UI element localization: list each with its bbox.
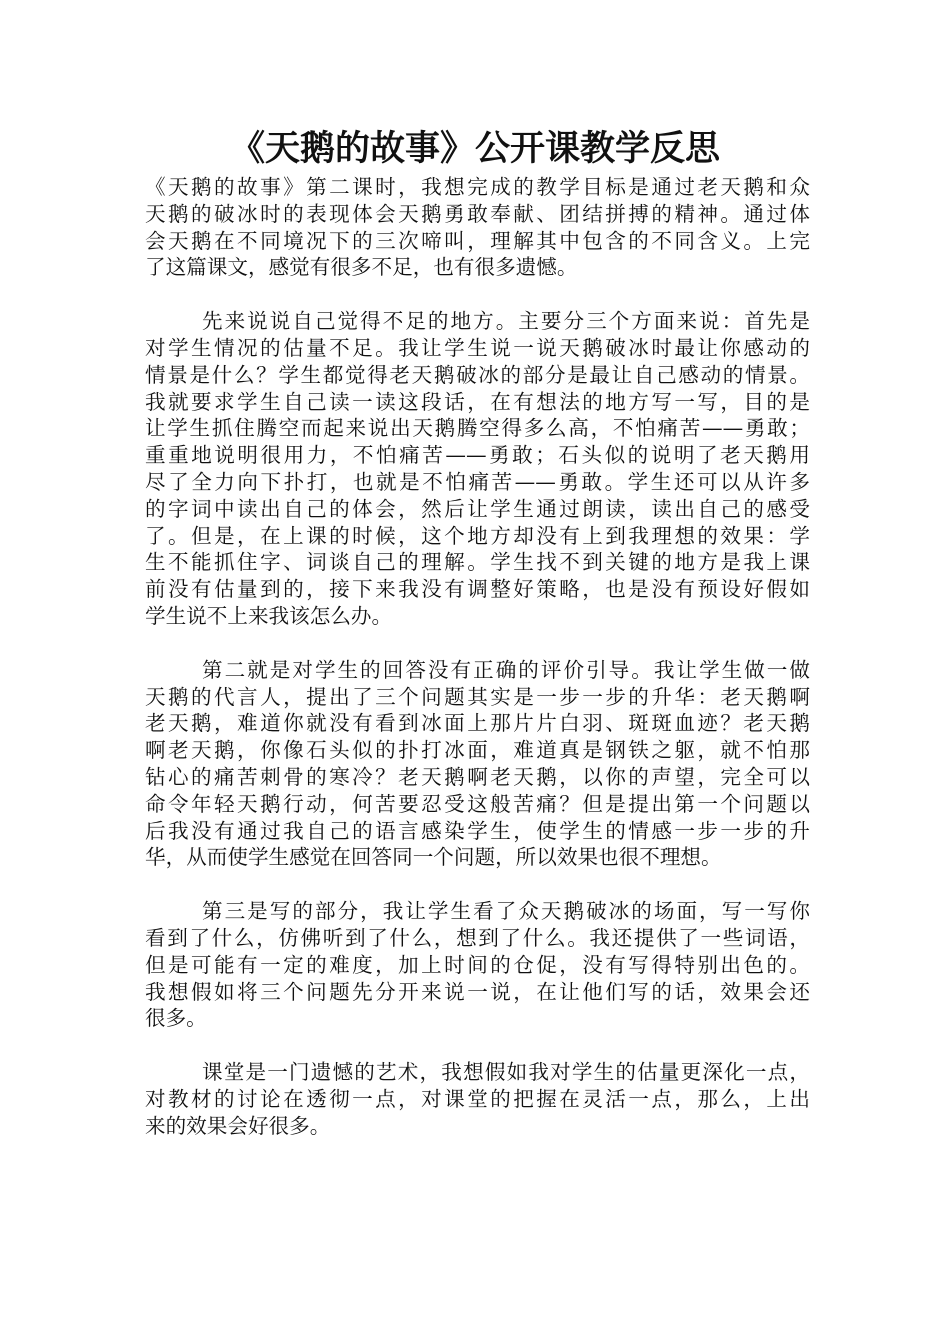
text-line: 《天鹅的故事》第二课时，我想完成的教学目标是通过老天鹅和众: [145, 175, 810, 199]
text-line: 对教材的讨论在透彻一点，对课堂的把握在灵活一点，那么，上出: [145, 1086, 810, 1111]
text-line: 学生说不上来我该怎么办。: [145, 603, 393, 628]
text-line: 对学生情况的估量不足。我让学生说一说天鹅破冰时最让你感动的: [145, 335, 810, 360]
text-line: 重重地说明很用力，不怕痛苦——勇敢；石头似的说明了老天鹅用: [145, 443, 810, 468]
text-line: 第二就是对学生的回答没有正确的评价引导。我让学生做一做: [202, 657, 810, 682]
text-line: 我想假如将三个问题先分开来说一说，在让他们写的话，效果会还: [145, 979, 810, 1004]
text-line: 先来说说自己觉得不足的地方。主要分三个方面来说：首先是: [202, 309, 810, 334]
text-line: 让学生抓住腾空而起来说出天鹅腾空得多么高，不怕痛苦——勇敢；: [145, 416, 810, 441]
text-line: 课堂是一门遗憾的艺术，我想假如我对学生的估量更深化一点，: [202, 1060, 810, 1085]
text-line: 我就要求学生自己读一读这段话，在有想法的地方写一写，目的是: [145, 389, 810, 414]
paragraph-4: [145, 898, 810, 1032]
text-line: 前没有估量到的，接下来我没有调整好策略，也是没有预设好假如: [145, 577, 810, 602]
text-line: 了。但是，在上课的时候，这个地方却没有上到我理想的效果：学: [145, 523, 810, 548]
text-line: 天鹅的破冰时的表现体会天鹅勇敢奉献、团结拼搏的精神。通过体: [145, 201, 810, 226]
text-line: 钻心的痛苦刺骨的寒冷？老天鹅啊老天鹅，以你的声望，完全可以: [145, 764, 810, 789]
text-line: 情景是什么？学生都觉得老天鹅破冰的部分是最让自己感动的情景。: [145, 362, 810, 387]
paragraph-1: [145, 174, 810, 281]
paragraph-2: [145, 308, 810, 630]
text-line: 来的效果会好很多。: [145, 1113, 331, 1138]
text-line: 老天鹅，难道你就没有看到冰面上那片片白羽、斑斑血迹？老天鹅: [145, 711, 810, 736]
text-line: 命令年轻天鹅行动，何苦要忍受这般苦痛？但是提出第一个问题以: [145, 791, 810, 816]
text-line: 华，从而使学生感觉在回答同一个问题，所以效果也很不理想。: [145, 845, 722, 870]
text-line: 天鹅的代言人，提出了三个问题其实是一步一步的升华：老天鹅啊: [145, 684, 810, 709]
text-line: 但是可能有一定的难度，加上时间的仓促，没有写得特别出色的。: [145, 952, 810, 977]
text-line: 尽了全力向下扑打，也就是不怕痛苦——勇敢。学生还可以从许多: [145, 469, 810, 494]
text-line: 的字词中读出自己的体会，然后让学生通过朗读，读出自己的感受: [145, 496, 810, 521]
document-title: 《天鹅的故事》公开课教学反思: [229, 129, 720, 169]
text-line: 后我没有通过我自己的语言感染学生，使学生的情感一步一步的升: [145, 818, 810, 843]
text-line: 第三是写的部分，我让学生看了众天鹅破冰的场面，写一写你: [202, 899, 810, 924]
paragraph-5: [145, 1059, 810, 1139]
text-line: 生不能抓住字、词谈自己的理解。学生找不到关键的地方是我上课: [145, 550, 810, 575]
paragraph-3: [145, 657, 810, 871]
text-line: 会天鹅在不同境况下的三次啼叫，理解其中包含的不同含义。上完: [145, 228, 810, 253]
text-line: 看到了什么，仿佛听到了什么，想到了什么。我还提供了一些词语，: [145, 925, 810, 950]
document-body: [145, 174, 810, 1167]
text-line: 啊老天鹅，你像石头似的扑打冰面，难道真是钢铁之躯，就不怕那: [145, 738, 810, 763]
text-line: 了这篇课文，感觉有很多不足，也有很多遗憾。: [145, 255, 578, 280]
text-line: 很多。: [145, 1006, 207, 1031]
